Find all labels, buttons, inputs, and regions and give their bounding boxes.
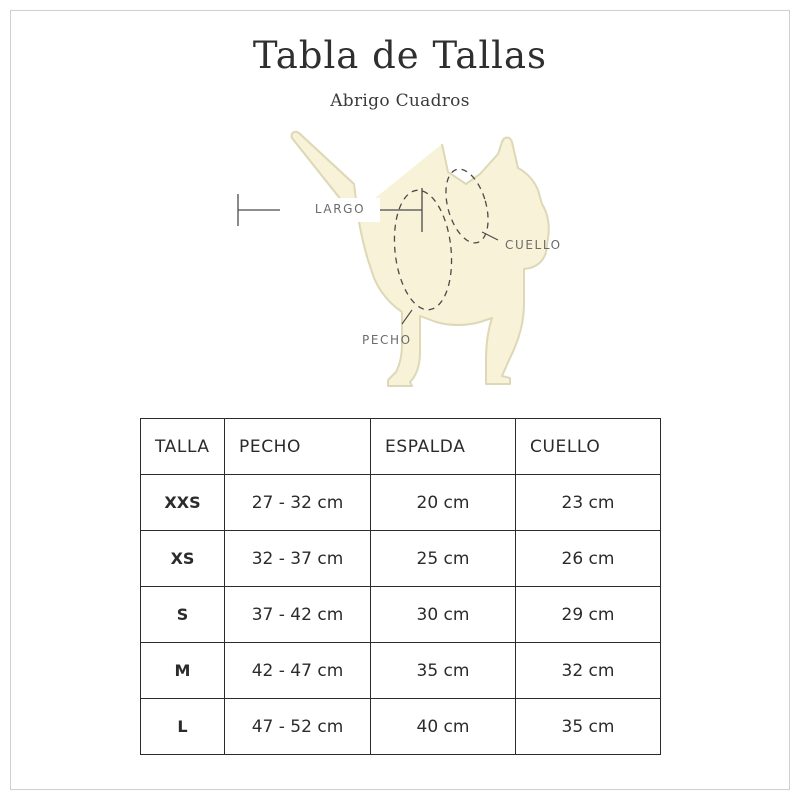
cell-espalda: 40 cm — [371, 699, 516, 755]
cell-cuello: 26 cm — [516, 531, 661, 587]
dog-measurement-illustration — [180, 128, 640, 408]
cell-talla: XS — [141, 531, 225, 587]
size-table — [140, 418, 661, 755]
table-row — [141, 587, 661, 643]
largo-label: LARGO — [314, 202, 366, 216]
cell-talla: XXS — [141, 475, 225, 531]
cell-espalda: 20 cm — [371, 475, 516, 531]
cell-espalda: 25 cm — [371, 531, 516, 587]
table-row — [141, 475, 661, 531]
cell-cuello: 32 cm — [516, 643, 661, 699]
table-row — [141, 699, 661, 755]
pecho-label: PECHO — [362, 333, 412, 347]
header — [0, 32, 800, 112]
table-header-row — [141, 419, 661, 475]
cell-pecho: 32 - 37 cm — [225, 531, 371, 587]
cell-cuello: 23 cm — [516, 475, 661, 531]
column-header-talla: TALLA — [141, 419, 225, 475]
cell-pecho: 42 - 47 cm — [225, 643, 371, 699]
dog-silhouette-shape — [292, 132, 549, 386]
column-header-espalda: ESPALDA — [371, 419, 516, 475]
cell-cuello: 29 cm — [516, 587, 661, 643]
cell-espalda: 30 cm — [371, 587, 516, 643]
cuello-label: CUELLO — [505, 238, 562, 252]
page-title: Tabla de Tallas — [252, 34, 548, 77]
cell-talla: L — [141, 699, 225, 755]
cell-pecho: 27 - 32 cm — [225, 475, 371, 531]
cell-pecho: 47 - 52 cm — [225, 699, 371, 755]
page-subtitle: Abrigo Cuadros — [330, 91, 470, 111]
cell-cuello: 35 cm — [516, 699, 661, 755]
size-table-container — [140, 418, 660, 755]
table-row — [141, 643, 661, 699]
cell-pecho: 37 - 42 cm — [225, 587, 371, 643]
cell-talla: S — [141, 587, 225, 643]
column-header-cuello: CUELLO — [516, 419, 661, 475]
table-row — [141, 531, 661, 587]
column-header-pecho: PECHO — [225, 419, 371, 475]
cell-espalda: 35 cm — [371, 643, 516, 699]
cell-talla: M — [141, 643, 225, 699]
